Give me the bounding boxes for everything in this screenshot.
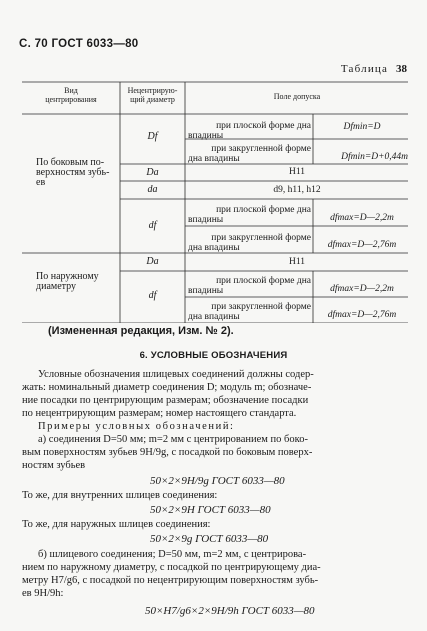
- body-line: вым поверхностям зубьев 9H/9g, с посадкой по боковым поверх-: [22, 447, 313, 458]
- group2-df-round-value: dfmax=D—2,76m: [327, 310, 397, 320]
- group2-df-round-condition: при закругленной форме дна впадины: [188, 302, 311, 322]
- body-line: ние посадки по центрирующим размерам; обозначение посадки: [22, 395, 309, 406]
- example-b-line: метру H7/g6, с посадкой по нецентрирующим поверхностям зубь-: [22, 575, 319, 586]
- group1-Df-round-value: Dfmin=D+0,44m: [341, 152, 408, 162]
- group1-Df-symbol: Df: [147, 131, 158, 142]
- example-b-line: нием по наружному диаметру, с посадкой по центрирующему диа-: [22, 562, 321, 573]
- group1-da-symbol: da: [147, 184, 158, 195]
- formula-example-b: 50×H7/g6×2×9H/9h ГОСТ 6033—80: [145, 605, 315, 617]
- column-header-diameter: Нецентрирую- щий диаметр: [127, 86, 178, 104]
- group1-Da-symbol: Da: [146, 167, 159, 178]
- group2-df-flat-value: dfmax=D—2,2m: [330, 284, 394, 294]
- body-line: а) соединения D=50 мм; m=2 мм с центрированием по боко-: [38, 434, 308, 445]
- group1-da-value: d9, h11, h12: [273, 185, 321, 195]
- formula-external: 50×2×9g ГОСТ 6033—80: [150, 533, 269, 545]
- group1-df-symbol: df: [148, 220, 157, 231]
- group1-Da-value: H11: [288, 167, 305, 177]
- group1-df-round-condition: при закругленной форме дна впадины: [188, 233, 311, 253]
- body-line: Условные обозначения шлицевых соединений должны содер-: [38, 369, 314, 380]
- examples-heading: Примеры условных обозначений:: [38, 421, 235, 432]
- group1-Df-flat-value: Dfmin=D: [343, 122, 381, 132]
- tolerance-table: [22, 78, 408, 323]
- example-b-line: ев 9H/9h:: [22, 588, 64, 599]
- group1-df-flat-condition: при плоской форме дна впадины: [188, 205, 311, 225]
- table-caption: [341, 63, 407, 75]
- page-header: С. 70 ГОСТ 6033—80: [19, 38, 139, 50]
- amendment-note: (Измененная редакция, Изм. № 2).: [48, 325, 234, 337]
- formula-connection: 50×2×9H/9g ГОСТ 6033—80: [150, 475, 285, 487]
- group1-Df-flat-condition: при плоской форме дна впадины: [188, 121, 311, 141]
- group1-df-flat-value: dfmax=D—2,2m: [330, 213, 394, 223]
- group1-label: По боковым по- верхностям зубь- ев: [36, 157, 110, 188]
- table-number: 38: [396, 63, 407, 75]
- body-line: ностям зубьев: [22, 460, 86, 471]
- group2-Da-symbol: Da: [146, 256, 159, 267]
- group1-df-round-value: dfmax=D—2,76m: [327, 240, 397, 250]
- table-caption-word: Таблица: [340, 63, 389, 75]
- body-line: жать: номинальный диаметр соединения D; модуль m; обозначе-: [22, 382, 312, 393]
- text-external: То же, для наружных шлицев соединения:: [22, 519, 211, 530]
- group2-df-symbol: df: [148, 290, 157, 301]
- group1-Df-round-condition: при закругленной форме дна впадины: [188, 144, 311, 164]
- body-line: по нецентрирующим размерам; номер настоящего стандарта.: [22, 408, 297, 419]
- group2-label: По наружному диаметру: [36, 271, 99, 292]
- group2-Da-value: H11: [288, 257, 305, 267]
- example-b-line: б) шлицевого соединения; D=50 мм, m=2 мм, с центрирова-: [38, 549, 307, 560]
- column-header-type: Вид центрирования: [45, 86, 97, 104]
- formula-internal: 50×2×9H ГОСТ 6033—80: [150, 504, 271, 516]
- column-header-tolerance: Поле допуска: [273, 92, 321, 101]
- section-title: 6. УСЛОВНЫЕ ОБОЗНАЧЕНИЯ: [139, 350, 288, 361]
- group2-df-flat-condition: при плоской форме дна впадины: [188, 276, 311, 296]
- text-internal: То же, для внутренних шлицев соединения:: [22, 490, 218, 501]
